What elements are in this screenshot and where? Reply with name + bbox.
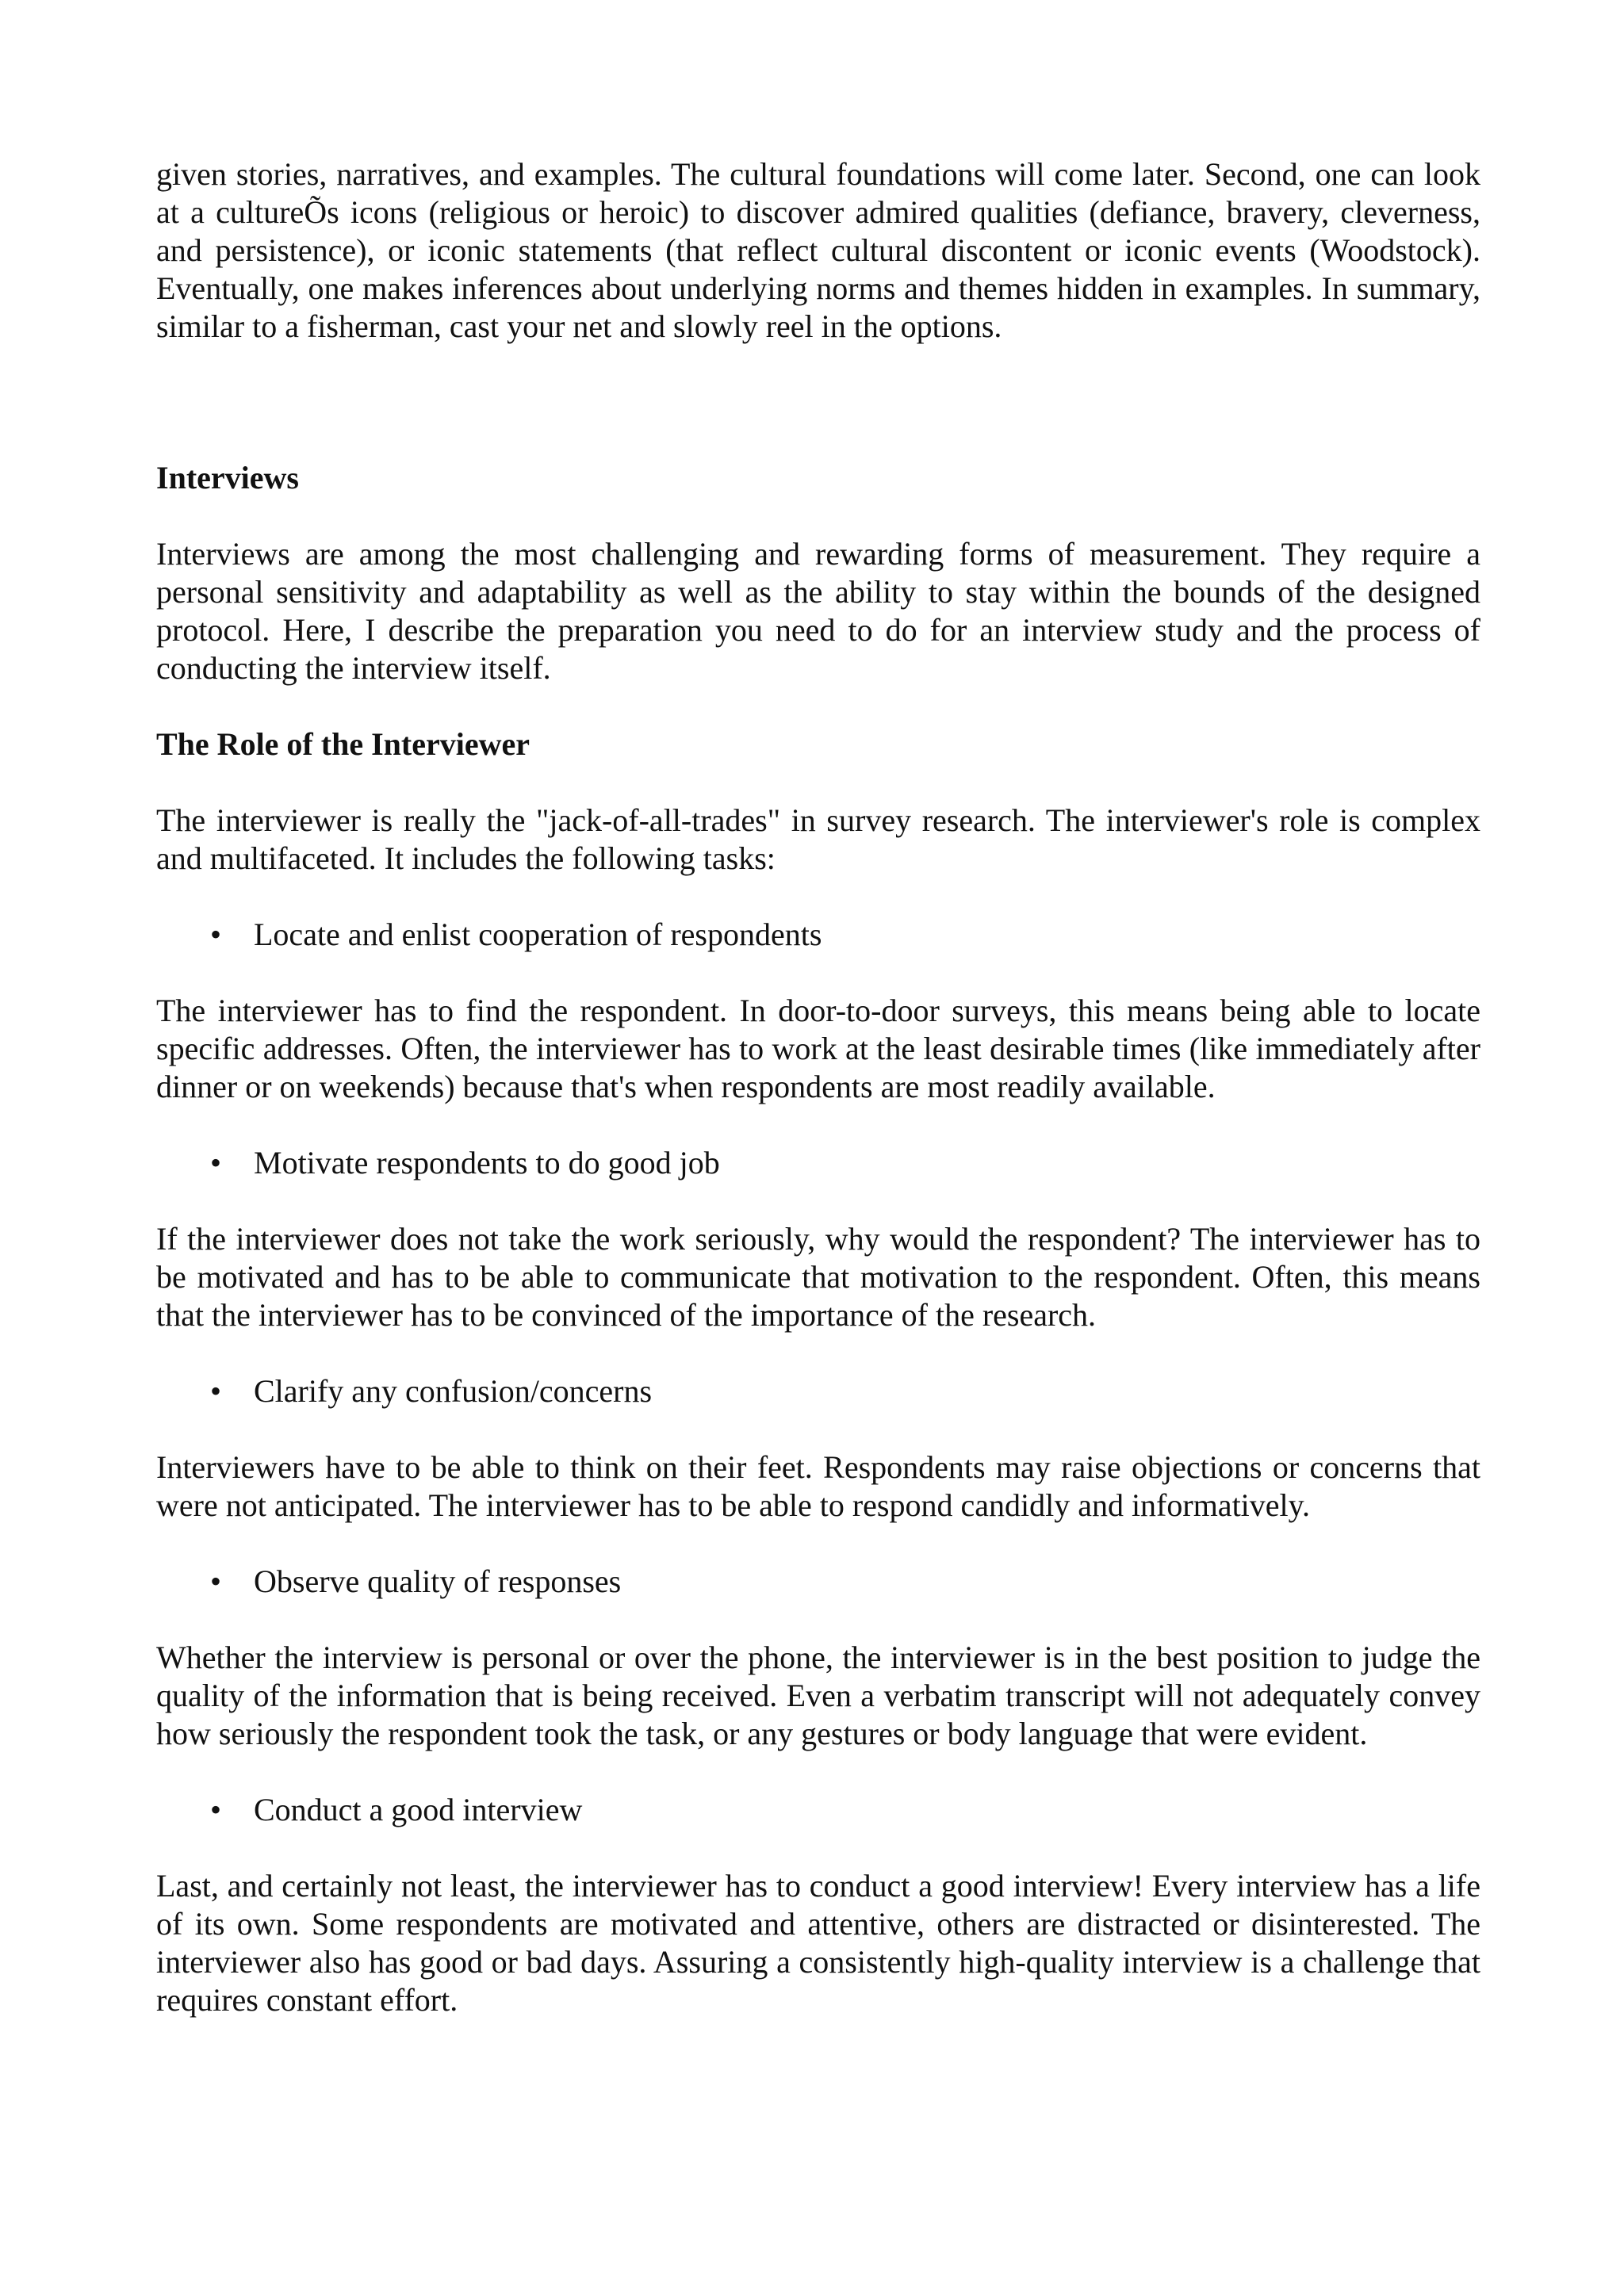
intro-paragraph: given stories, narratives, and examples. The cultural foundations will come later. Second, one can look at a cultureÕs icons (religious or heroic) to discover admired qualities (defiance, bravery, cleverness, and persistence), or iconic statements (that reflect cultural discontent or iconic events (Woodstock). Eventually, one makes inferences about underlying norms and themes hidden in examples. In summary, similar to a fisherman, cast your net and slowly reel in the options. (156, 156, 1480, 344)
bullet-item-observe (156, 1563, 1480, 1601)
bullet-item-motivate (156, 1144, 1480, 1182)
document-page (156, 155, 1480, 2019)
bullet-label: Locate and enlist cooperation of respondents (254, 916, 822, 952)
bullet-icon: • (210, 916, 222, 952)
interviews-paragraph: Interviews are among the most challenging and rewarding forms of measurement. They require a personal sensitivity and adaptability as well as the ability to stay within the bounds of the designed protocol. Here, I describe the preparation you need to do for an interview study and the process of conducting the interview itself. (156, 536, 1480, 686)
bullet-icon: • (210, 1792, 222, 1827)
bullet-label: Observe quality of responses (254, 1563, 622, 1599)
bullet-item-conduct (156, 1791, 1480, 1829)
bullet-label: Clarify any confusion/concerns (254, 1373, 653, 1409)
role-paragraph: The interviewer is really the "jack-of-all-trades" in survey research. The interviewer's role is complex and multifaceted. It includes the following tasks: (156, 802, 1480, 876)
bullet-icon: • (210, 1563, 222, 1599)
task-paragraph-locate: The interviewer has to find the respondent. In door-to-door surveys, this means being able to locate specific addresses. Often, the interviewer has to work at the least desirable times (like immediately after dinner or on weekends) because that's when respondents are most readily available. (156, 993, 1480, 1104)
role-heading: The Role of the Interviewer (156, 726, 530, 762)
task-paragraph-clarify: Interviewers have to be able to think on their feet. Respondents may raise objections or concerns that were not anticipated. The interviewer has to be able to respond candidly and informatively. (156, 1449, 1480, 1523)
bullet-icon: • (210, 1145, 222, 1181)
task-paragraph-observe: Whether the interview is personal or over the phone, the interviewer is in the best position to judge the quality of the information that is being received. Even a verbatim transcript will not adequately convey how seriously the respondent took the task, or any gestures or body language that were evident. (156, 1640, 1480, 1751)
bullet-label: Conduct a good interview (254, 1792, 583, 1827)
task-paragraph-motivate: If the interviewer does not take the work seriously, why would the respondent? The interviewer has to be motivated and has to be able to communicate that motivation to the respondent. Often, this means that the interviewer has to be convinced of the importance of the research. (156, 1221, 1480, 1333)
bullet-item-locate (156, 916, 1480, 954)
task-paragraph-conduct: Last, and certainly not least, the interviewer has to conduct a good interview! Every interview has a life of its own. Some respondents are motivated and attentive, others are distracted or disinterested. The interviewer also has good or bad days. Assuring a consistently high-quality interview is a challenge that requires constant effort. (156, 1868, 1480, 2018)
bullet-item-clarify (156, 1372, 1480, 1410)
bullet-icon: • (210, 1373, 222, 1409)
interviews-heading: Interviews (156, 460, 299, 496)
bullet-label: Motivate respondents to do good job (254, 1145, 720, 1181)
